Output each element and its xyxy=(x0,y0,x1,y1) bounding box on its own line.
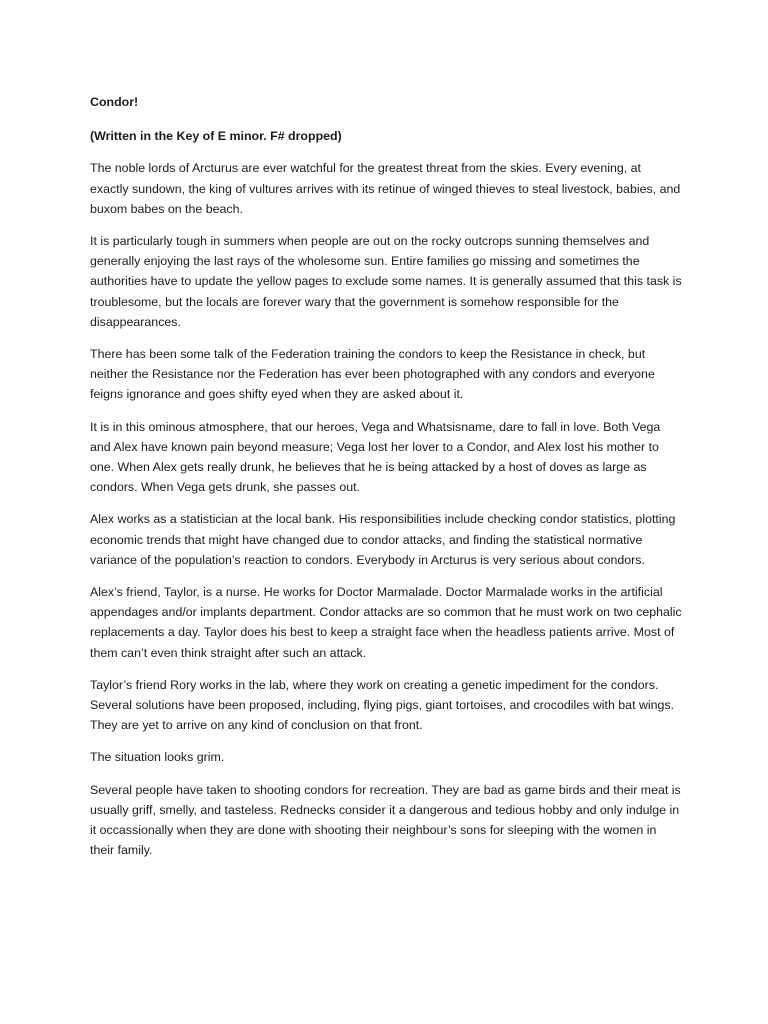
paragraph-3: There has been some talk of the Federation training the condors to keep the Resistance in check, but neither the Resistance nor the Federation has ever been photographed with any condors and everyone feigns ignorance and goes shifty eyed when they are asked about it. xyxy=(90,347,655,402)
paragraph-6: Alex’s friend, Taylor, is a nurse. He works for Doctor Marmalade. Doctor Marmalade works in the artificial appendages and/or implants department. Condor attacks are so common that he must work on two cephalic replacements a day. Taylor does his best to keep a straight face when the headless patients arrive. Most of them can’t even think straight after such an attack. xyxy=(90,585,682,660)
paragraph-5: Alex works as a statistician at the local bank. His responsibilities include checking condor statistics, plotting economic trends that might have changed due to condor attacks, and finding the statistical normative variance of the population’s reaction to condors. Everybody in Arcturus is very serious about condors. xyxy=(90,512,676,567)
paragraph-1: The noble lords of Arcturus are ever watchful for the greatest threat from the skies. Every evening, at exactly sundown, the king of vultures arrives with its retinue of winged thieves to steal livestock, babies, and buxom babes on the beach. xyxy=(90,161,681,216)
document-subtitle: (Written in the Key of E minor. F# dropped) xyxy=(90,129,342,144)
paragraph-8: The situation looks grim. xyxy=(90,750,225,765)
document-title: Condor! xyxy=(90,95,139,109)
document-page xyxy=(90,92,682,873)
paragraph-4: It is in this ominous atmosphere, that our heroes, Vega and Whatsisname, dare to fall in love. Both Vega and Alex have known pain beyond measure; Vega lost her lover to a Condor, and Alex lost his mother to one. When Alex gets really drunk, he believes that he is being attacked by a host of doves as large as condors. When Vega gets drunk, she passes out. xyxy=(90,419,661,495)
paragraph-2: It is particularly tough in summers when people are out on the rocky outcrops sunning themselves and generally enjoying the last rays of the wholesome sun. Entire families go missing and sometimes the authorities have to update the yellow pages to exclude some names. It is generally assumed that this task is troublesome, but the locals are forever wary that the government is somehow responsible for the disappearances. xyxy=(90,234,682,329)
paragraph-9: Several people have taken to shooting condors for recreation. They are bad as game birds and their meat is usually griff, smelly, and tasteless. Rednecks consider it a dangerous and tedious hobby and only indulge in it occassionally when they are done with shooting their neighbour’s sons for sleeping with the women in their family. xyxy=(90,782,681,858)
paragraph-7: Taylor’s friend Rory works in the lab, where they work on creating a genetic impediment for the condors. Several solutions have been proposed, including, flying pigs, giant tortoises, and crocodiles with bat wings. They are yet to arrive on any kind of conclusion on that front. xyxy=(90,677,675,733)
